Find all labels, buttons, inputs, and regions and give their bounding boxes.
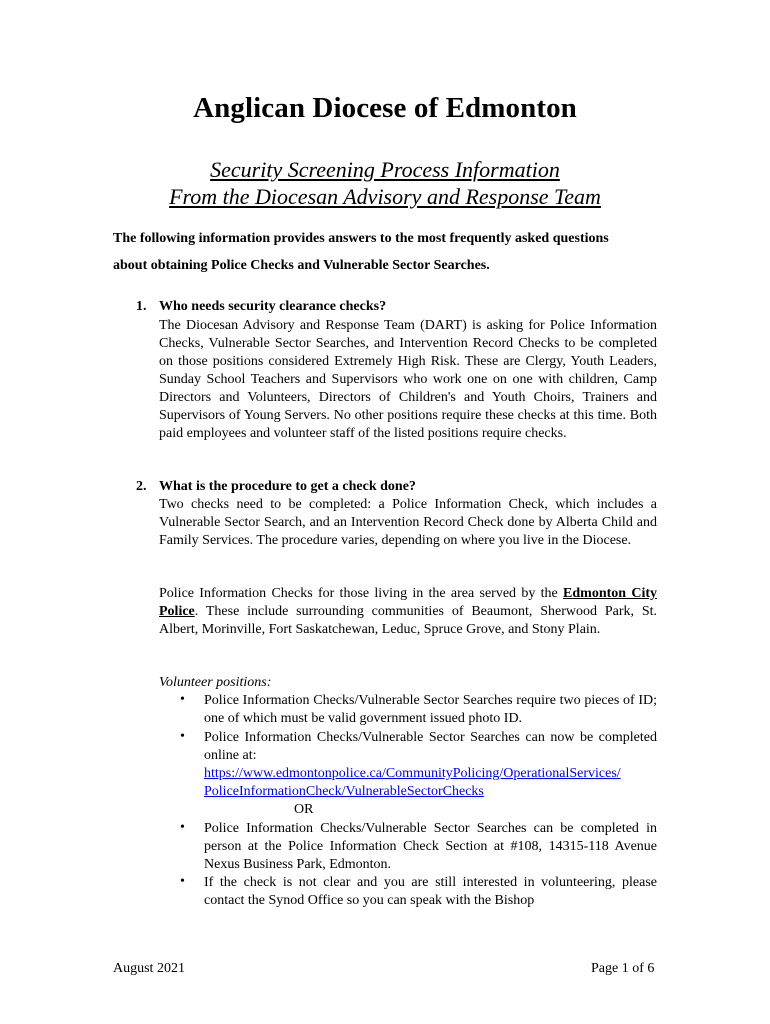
footer-page-number: Page 1 of 6	[591, 961, 655, 976]
question-1-heading: Who needs security clearance checks?	[159, 299, 387, 314]
subtitle-line-1: Security Screening Process Information	[210, 157, 560, 182]
bullet-in-person-check: Police Information Checks/Vulnerable Sector Searches can be completed in person at the Police Information Check Section at #108, 14315-118 Avenue Nexus Business Park, Edmonton.	[204, 821, 657, 872]
paragraph-text-after: . These include surrounding communities of Beaumont, Sherwood Park, St. Albert, Morinville, Fort Saskatchewan, Leduc, Spruce Grove, and Stony Plain.	[159, 604, 657, 637]
bullet-online-check	[204, 729, 657, 819]
paragraph-text-before: Police Information Checks for those living in the area served by the	[159, 586, 564, 601]
subtitle-line-2: From the Diocesan Advisory and Response Team	[169, 184, 601, 209]
edmonton-city-police-link[interactable]: Edmonton City Police	[159, 586, 658, 619]
question-2-heading: What is the procedure to get a check done?	[159, 479, 416, 494]
bullet-icon: •	[180, 874, 185, 889]
intro-line-1: The following information provides answers to the most frequently asked questions	[113, 231, 609, 246]
page-title: Anglican Diocese of Edmonton	[193, 92, 577, 124]
question-2-body: Two checks need to be completed: a Police Information Check, which includes a Vulnerable Sector Search, and an Intervention Record Check done by Alberta Child and Family Services. The procedure varies, depending on where you live in the Diocese.	[159, 497, 657, 548]
bullet-contact-synod: If the check is not clear and you are still interested in volunteering, please contact the Synod Office so you can speak with the Bishop	[204, 875, 657, 908]
link-line-2[interactable]: PoliceInformationCheck/VulnerableSectorChecks	[204, 784, 484, 799]
edmonton-police-paragraph	[159, 585, 657, 639]
or-separator: OR	[294, 802, 314, 817]
question-1-body: The Diocesan Advisory and Response Team (DART) is asking for Police Information Checks, Vulnerable Sector Searches, and Intervention Record Checks to be completed on those positions considered Extremely High Risk. These are Clergy, Youth Leaders, Sunday School Teachers and Supervisors who work one on one with children, Camp Directors and Volunteers, Directors of Children's and Youth Choirs, Trainers and Supervisors of Young Servers. No other positions require these checks at this time. Both paid employees and volunteer staff of the listed positions require checks.	[159, 318, 657, 441]
volunteer-positions-label: Volunteer positions:	[159, 675, 272, 690]
bullet-icon: •	[180, 692, 185, 707]
bullet-icon: •	[180, 729, 185, 744]
link-line-1[interactable]: https://www.edmontonpolice.ca/CommunityPolicing/OperationalServices/	[204, 766, 621, 781]
intro-paragraph	[113, 225, 663, 279]
bullet-online-text: Police Information Checks/Vulnerable Sector Searches can now be completed online at:	[204, 730, 657, 763]
bullet-icon: •	[180, 820, 185, 835]
question-1-number: 1.	[136, 299, 147, 314]
question-2-number: 2.	[136, 479, 147, 494]
bullet-id-requirement: Police Information Checks/Vulnerable Sector Searches require two pieces of ID; one of which must be valid government issued photo ID.	[204, 693, 657, 726]
footer-date: August 2021	[113, 961, 185, 976]
intro-line-2: about obtaining Police Checks and Vulnerable Sector Searches.	[113, 258, 490, 273]
edmonton-police-url-link[interactable]	[204, 765, 657, 801]
